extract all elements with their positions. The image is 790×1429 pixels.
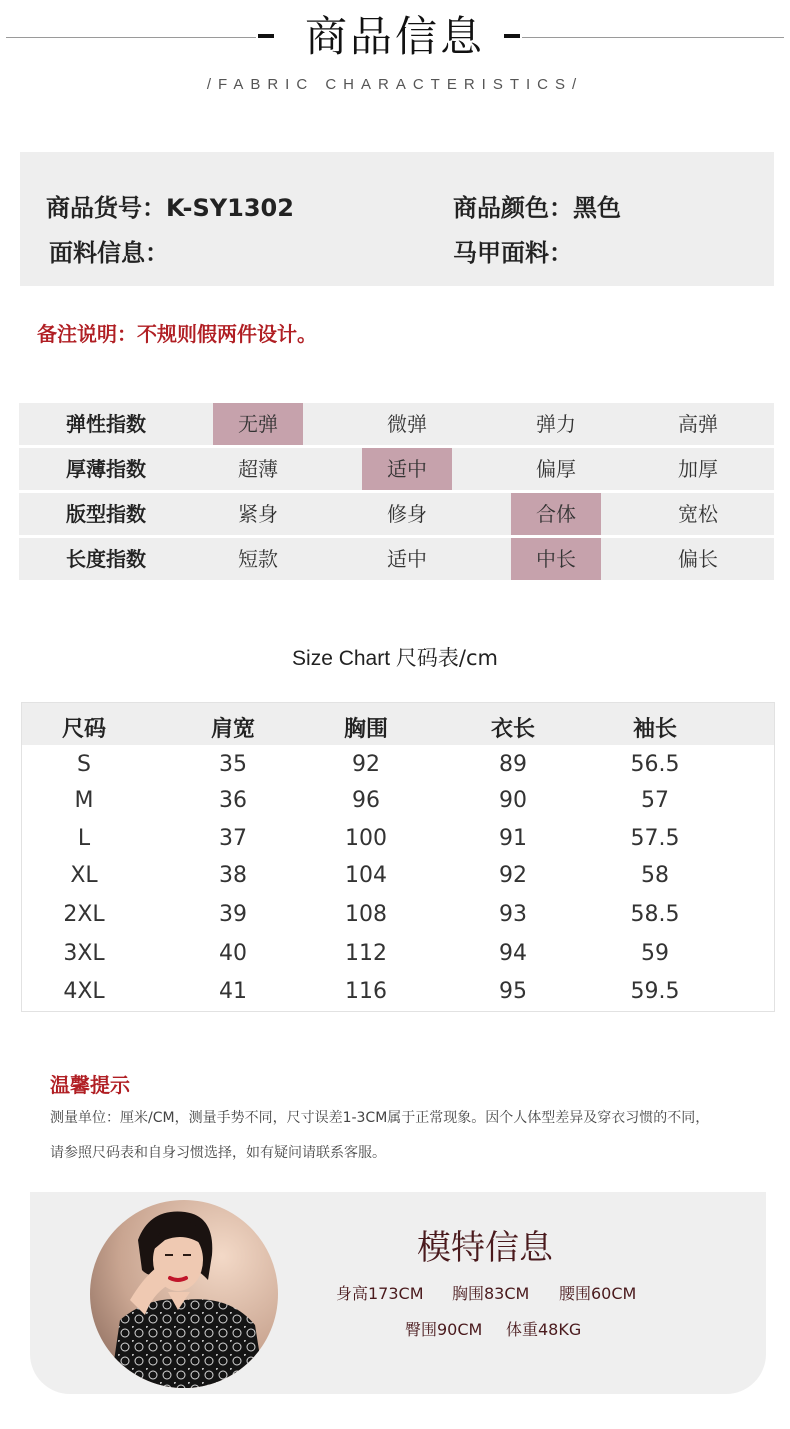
size-chart-header-cell: 肩宽 [210, 717, 255, 742]
size-chart-header-cell: 衣长 [490, 717, 535, 742]
size-chart-cell: 92 [352, 752, 380, 777]
size-chart-cell: 56.5 [630, 752, 680, 777]
index-option-selected: 适中 [362, 448, 452, 490]
index-option-selected: 合体 [511, 493, 601, 535]
index-row-label: 厚薄指数 [66, 457, 146, 481]
index-option-selected: 中长 [511, 538, 601, 580]
size-chart-cell: 100 [345, 826, 387, 851]
size-chart-cell: 90 [499, 788, 527, 813]
size-chart-cell: 57 [641, 788, 669, 813]
index-option: 适中 [387, 547, 427, 571]
size-chart-cell: 59 [641, 941, 669, 966]
size-chart-title-cn: 尺码表/cm [395, 646, 498, 670]
product-color: 商品颜色：黑色 [453, 194, 621, 222]
size-chart-header-cell: 袖长 [632, 717, 677, 742]
model-photo-illustration [90, 1200, 278, 1388]
model-hip: 臀围90CM [405, 1320, 483, 1339]
size-chart-cell: 40 [219, 941, 247, 966]
model-height: 身高173CM [336, 1284, 424, 1303]
size-chart-cell: 116 [345, 979, 387, 1004]
index-row-label: 版型指数 [66, 502, 146, 526]
item-number: 商品货号：K-SY1302 [46, 194, 294, 222]
size-chart-cell: 58.5 [630, 902, 680, 927]
size-chart-cell: 91 [499, 826, 527, 851]
header-rule-right [522, 37, 784, 38]
size-chart-size-cell: 4XL [63, 979, 105, 1004]
index-option: 偏长 [678, 547, 718, 571]
header-dash-right [504, 34, 520, 38]
size-chart-cell: 92 [499, 863, 527, 888]
size-chart-cell: 95 [499, 979, 527, 1004]
index-option: 高弹 [678, 412, 718, 436]
index-option: 宽松 [678, 502, 718, 526]
model-info-title: 模特信息 [417, 1228, 553, 1268]
size-chart-table [21, 702, 775, 1012]
size-chart-size-cell: S [77, 752, 91, 777]
size-chart-cell: 35 [219, 752, 247, 777]
size-chart-cell: 37 [219, 826, 247, 851]
tips-title: 温馨提示 [50, 1073, 130, 1097]
size-chart-cell: 41 [219, 979, 247, 1004]
index-option: 加厚 [678, 457, 718, 481]
tips-line-1: 测量单位：厘米/CM，测量手势不同，尺寸误差1-3CM属于正常现象。因个人体型差异及穿衣习惯的不同， [50, 1110, 710, 1126]
index-option-selected: 无弹 [213, 403, 303, 445]
size-chart-size-cell: 2XL [63, 902, 105, 927]
size-chart-cell: 59.5 [630, 979, 680, 1004]
size-chart-cell: 93 [499, 902, 527, 927]
page-title: 商品信息 [304, 12, 485, 61]
model-bust: 胸围83CM [452, 1284, 530, 1303]
size-chart-cell: 96 [352, 788, 380, 813]
tips-line-2: 请参照尺码表和自身习惯选择，如有疑问请联系客服。 [50, 1145, 386, 1161]
size-chart-cell: 58 [641, 863, 669, 888]
size-chart-cell: 104 [345, 863, 387, 888]
index-row [19, 403, 774, 445]
size-chart-header-cell: 尺码 [61, 717, 106, 742]
size-chart-header-cell: 胸围 [343, 717, 388, 742]
size-chart-cell: 89 [499, 752, 527, 777]
model-waist: 腰围60CM [559, 1284, 637, 1303]
model-weight: 体重48KG [506, 1320, 582, 1339]
index-row-label: 长度指数 [66, 547, 146, 571]
size-chart-cell: 39 [219, 902, 247, 927]
index-row [19, 538, 774, 580]
page-subtitle: /FABRIC CHARACTERISTICS/ [206, 76, 584, 93]
index-row [19, 493, 774, 535]
index-row [19, 448, 774, 490]
size-chart-cell: 112 [345, 941, 387, 966]
index-option: 偏厚 [536, 457, 576, 481]
size-chart-size-cell: M [74, 788, 94, 813]
vest-fabric: 马甲面料： [453, 239, 573, 267]
index-option: 微弹 [387, 412, 427, 436]
size-chart-size-cell: 3XL [63, 941, 105, 966]
size-chart-cell: 38 [219, 863, 247, 888]
size-chart-size-cell: XL [70, 863, 98, 888]
size-chart-title-en: Size Chart [292, 647, 396, 670]
index-row-label: 弹性指数 [66, 412, 146, 436]
index-option: 紧身 [238, 502, 278, 526]
model-photo [90, 1200, 278, 1388]
index-option: 短款 [238, 547, 278, 571]
size-chart-size-cell: L [77, 826, 91, 851]
remark-note: 备注说明：不规则假两件设计。 [37, 322, 317, 346]
index-option: 修身 [387, 502, 427, 526]
size-chart-cell: 94 [499, 941, 527, 966]
size-chart-cell: 57.5 [630, 826, 680, 851]
size-chart-cell: 36 [219, 788, 247, 813]
index-option: 超薄 [238, 457, 278, 481]
size-chart-cell: 108 [345, 902, 387, 927]
fabric-info: 面料信息： [49, 239, 169, 267]
size-chart-title [0, 642, 790, 672]
index-option: 弹力 [536, 412, 576, 436]
